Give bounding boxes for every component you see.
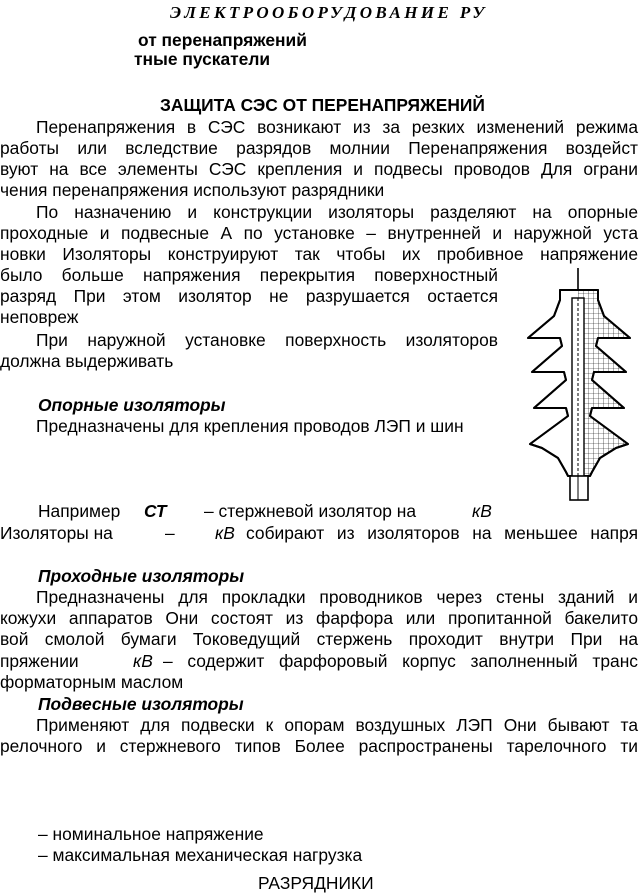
section-title: ЗАЩИТА СЭС ОТ ПЕРЕНАПРЯЖЕНИЙ xyxy=(160,95,485,115)
paragraph-line: неповреж xyxy=(0,307,79,327)
paragraph-line: должна выдерживать xyxy=(0,351,174,371)
paragraph-line: релочного и стержневого типов Более распространены тарелочного ти xyxy=(0,736,638,756)
paragraph-fragment: пряжении xyxy=(0,651,79,671)
example-code: СТ xyxy=(144,501,167,521)
page-header: ЭЛЕКТРООБОРУДОВАНИЕ РУ xyxy=(170,3,488,22)
insulators-label: Изоляторы на xyxy=(0,523,113,543)
heading-support-insulators: Опорные изоляторы xyxy=(38,395,226,415)
paragraph-fragment: – содержит фарфоровый корпус заполненный транс xyxy=(163,651,638,671)
paragraph-line: Перенапряжения в СЭС возникают из за резких изменений режима xyxy=(36,117,638,137)
paragraph-line: новки Изоляторы конструируют так чтобы их пробивное напряжение xyxy=(0,244,638,264)
paragraph-line: разряд При этом изолятор не разрушается остается xyxy=(0,286,498,306)
paragraph-line: кожухи аппаратов Они состоят из фарфора или пропитанной бакелито xyxy=(0,608,638,628)
paragraph-line: При наружной установке поверхность изоляторов xyxy=(36,330,498,350)
paragraph-line: Применяют для подвески к опорам воздушных ЛЭП Они бывают та xyxy=(36,715,638,735)
example-label: Например xyxy=(38,501,121,521)
support-insulator-figure xyxy=(508,268,640,504)
section-footer-heading: РАЗРЯДНИКИ xyxy=(258,873,374,893)
paragraph-line: По назначению и конструкции изоляторы разделяют на опорные xyxy=(36,202,638,222)
insulators-dash: – xyxy=(165,523,175,543)
list-item: – максимальная механическая нагрузка xyxy=(38,845,363,865)
paragraph-line: чения перенапряжения используют разрядники xyxy=(0,180,385,200)
example-text: – стержневой изолятор на xyxy=(204,501,417,521)
paragraph-line: вой смолой бумаги Токоведущий стержень проходит внутри При на xyxy=(0,629,638,649)
insulators-unit: кВ xyxy=(215,523,235,543)
paragraph-unit: кВ xyxy=(133,651,153,671)
heading-bushing-insulators: Проходные изоляторы xyxy=(38,566,245,586)
subheading-overvoltage: от перенапряжений xyxy=(138,30,307,50)
paragraph-line: форматорным маслом xyxy=(0,672,184,692)
heading-suspension-insulators: Подвесные изоляторы xyxy=(38,694,244,714)
list-item: – номинальное напряжение xyxy=(38,824,264,844)
paragraph-line: Предназначены для крепления проводов ЛЭП и шин xyxy=(36,416,464,436)
example-unit: кВ xyxy=(472,501,492,521)
paragraph-line: работы или вследствие разрядов молнии Перенапряжения воздейст xyxy=(0,138,638,158)
paragraph-line: вуют на все элементы СЭС крепления и подвесы проводов Для ограни xyxy=(0,159,638,179)
paragraph-line: было больше напряжения перекрытия поверхностный xyxy=(0,265,498,285)
insulators-text: собирают из изоляторов на меньшее напря xyxy=(246,523,638,543)
subheading-starters: тные пускатели xyxy=(134,49,271,69)
paragraph-line: Предназначены для прокладки проводников через стены зданий и xyxy=(36,587,638,607)
paragraph-line: проходные и подвесные А по установке – внутренней и наружной уста xyxy=(0,223,638,243)
